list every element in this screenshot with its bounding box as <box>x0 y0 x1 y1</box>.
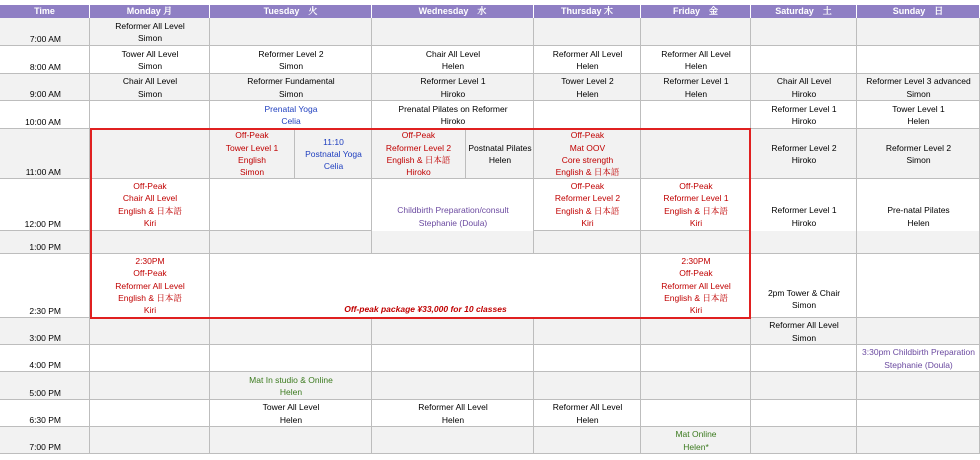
time-label: 4:00 PM <box>0 345 90 372</box>
header-thursday: Thursday 木 <box>534 5 641 18</box>
class-block[interactable]: Reformer Level 1 Hiroko <box>771 205 837 228</box>
time-label: 7:00 PM <box>0 427 90 454</box>
class-block[interactable]: 3:30pm Childbirth Preparation Stephanie (Doula) <box>862 347 975 370</box>
schedule-cell <box>641 101 751 129</box>
class-block-offpeak[interactable]: 2:30PM Off-Peak Reformer All Level English & 日本語 Kiri <box>661 256 731 316</box>
schedule-cell <box>857 400 980 427</box>
class-block-offpeak[interactable]: Off-Peak Tower Level 1 English Simon <box>225 130 279 178</box>
class-block-offpeak[interactable]: Off-Peak Reformer Level 2 English & 日本語 Hiroko <box>385 130 452 178</box>
schedule-cell <box>210 18 372 46</box>
class-block[interactable]: Reformer Level 1 Helen <box>663 76 729 99</box>
schedule-cell <box>857 254 980 318</box>
schedule-cell <box>90 101 210 129</box>
schedule-cell <box>210 179 372 231</box>
class-block[interactable]: Chair All Level Helen <box>425 48 481 71</box>
class-block-offpeak[interactable]: Off-Peak Reformer Level 2 English & 日本語 Kiri <box>554 181 621 228</box>
schedule-cell <box>372 18 534 46</box>
header-time: Time <box>0 5 90 18</box>
schedule-cell <box>372 427 534 454</box>
schedule-cell <box>751 400 857 427</box>
schedule-cell <box>857 18 980 46</box>
time-label: 9:00 AM <box>0 74 90 101</box>
header-wednesday: Wednesday 水 <box>372 5 534 18</box>
time-label: 3:00 PM <box>0 318 90 345</box>
class-block[interactable]: Tower All Level Helen <box>262 402 320 425</box>
time-label: 11:00 AM <box>0 129 90 179</box>
class-block[interactable]: Postnatal Pilates Helen <box>468 142 532 165</box>
class-block[interactable]: Reformer Level 2 Hiroko <box>771 142 837 165</box>
offpeak-package-note: Off-peak package ¥33,000 for 10 classes <box>344 304 507 314</box>
class-block[interactable]: Reformer All Level Helen <box>552 48 623 71</box>
schedule-cell <box>210 231 372 254</box>
class-block[interactable]: Reformer All Level Helen <box>418 402 488 425</box>
schedule-cell <box>857 318 980 345</box>
schedule-cell <box>90 372 210 400</box>
class-block[interactable]: Reformer All Level Helen <box>661 48 731 71</box>
schedule-cell <box>641 372 751 400</box>
schedule-cell <box>534 18 641 46</box>
schedule-cell <box>751 427 857 454</box>
class-block[interactable]: Reformer Level 3 advanced Simon <box>866 76 971 99</box>
header-tuesday: Tuesday 火 <box>210 5 372 18</box>
time-label: 2:30 PM <box>0 254 90 318</box>
class-block[interactable]: Mat Online Helen* <box>675 429 717 452</box>
schedule-cell <box>90 400 210 427</box>
header-monday: Monday 月 <box>90 5 210 18</box>
header-saturday: Saturday 土 <box>751 5 857 18</box>
schedule-cell <box>641 129 751 179</box>
class-block-offpeak[interactable]: Off-Peak Reformer Level 1 English & 日本語 Kiri <box>663 181 729 228</box>
time-label: 8:00 AM <box>0 46 90 74</box>
schedule-cell <box>210 427 372 454</box>
class-block[interactable]: Reformer Level 1 Hiroko <box>420 76 486 99</box>
time-label: 1:00 PM <box>0 231 90 254</box>
class-block-offpeak[interactable]: 2:30PM Off-Peak Reformer All Level English & 日本語 Kiri <box>115 256 185 316</box>
schedule-cell <box>857 46 980 74</box>
schedule-cell <box>210 345 372 372</box>
time-label: 10:00 AM <box>0 101 90 129</box>
class-block-offpeak[interactable]: Off-Peak Mat OOV Core strength English & 日本語 <box>555 130 620 178</box>
class-block[interactable]: Reformer All Level Helen <box>552 402 623 425</box>
schedule-cell <box>534 345 641 372</box>
schedule-cell <box>534 231 641 254</box>
schedule-cell <box>641 231 751 254</box>
schedule-cell <box>534 372 641 400</box>
class-block-offpeak[interactable]: Off-Peak Chair All Level English & 日本語 Kiri <box>118 181 182 228</box>
schedule-cell <box>90 427 210 454</box>
schedule-cell <box>857 427 980 454</box>
class-block[interactable]: Chair All Level Hiroko <box>776 76 832 99</box>
class-block[interactable]: Reformer Level 2 Simon <box>258 48 324 71</box>
schedule-cell <box>751 345 857 372</box>
schedule-cell <box>372 345 534 372</box>
schedule-cell <box>641 400 751 427</box>
header-friday: Friday 金 <box>641 5 751 18</box>
schedule-cell <box>534 318 641 345</box>
schedule-cell <box>90 345 210 372</box>
class-block[interactable]: Tower All Level Simon <box>121 48 179 71</box>
class-block[interactable]: Pre-natal Pilates Helen <box>887 205 950 228</box>
header-sunday: Sunday 日 <box>857 5 980 18</box>
class-block[interactable]: Tower Level 1 Helen <box>892 103 945 126</box>
time-label: 7:00 AM <box>0 18 90 46</box>
class-block[interactable]: Tower Level 2 Helen <box>561 76 614 99</box>
schedule-cell <box>372 372 534 400</box>
schedule-cell <box>534 427 641 454</box>
schedule-cell <box>857 372 980 400</box>
class-block[interactable]: Reformer All Level Simon <box>769 320 839 343</box>
time-label: 5:00 PM <box>0 372 90 400</box>
schedule-cell <box>641 318 751 345</box>
schedule-cell <box>90 129 210 179</box>
class-block[interactable]: Prenatal Yoga Celia <box>264 103 318 126</box>
schedule-cell <box>641 345 751 372</box>
class-block[interactable]: Reformer Level 2 Simon <box>885 142 952 165</box>
class-block[interactable]: 2pm Tower & Chair Simon <box>767 287 841 310</box>
class-block[interactable]: Reformer All Level Simon <box>115 20 185 43</box>
time-label: 6:30 PM <box>0 400 90 427</box>
schedule-cell <box>210 318 372 345</box>
class-block[interactable]: Childbirth Preparation/consult Stephanie (Doula) <box>397 205 509 228</box>
schedule-cell <box>751 372 857 400</box>
schedule-cell <box>90 318 210 345</box>
time-label: 12:00 PM <box>0 179 90 231</box>
class-block[interactable]: Reformer Level 1 Hiroko <box>771 103 837 126</box>
class-block[interactable]: Reformer Fundamental Simon <box>247 76 335 99</box>
schedule-cell <box>534 101 641 129</box>
class-block[interactable]: 11:10 Postnatal Yoga Celia <box>305 136 362 172</box>
schedule-cell <box>751 18 857 46</box>
schedule-cell <box>90 231 210 254</box>
class-block[interactable]: Prenatal Pilates on Reformer Hiroko <box>398 103 508 126</box>
schedule-cell <box>372 318 534 345</box>
class-block[interactable]: Chair All Level Simon <box>122 76 178 99</box>
schedule-cell <box>641 18 751 46</box>
class-block[interactable]: Mat In studio & Online Helen <box>249 374 333 397</box>
schedule-cell <box>751 46 857 74</box>
